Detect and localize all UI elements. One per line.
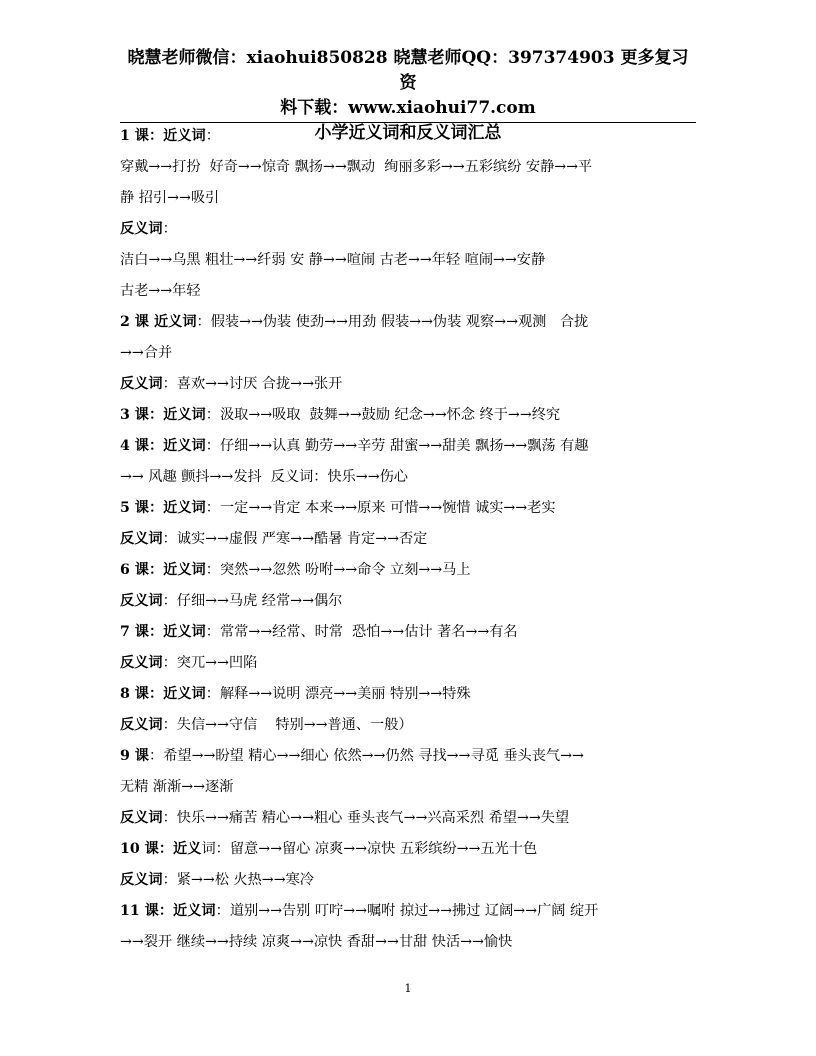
line-label: 反义词 <box>120 810 163 826</box>
line-text: ：快乐→→痛苦 精心→→粗心 垂头丧气→→兴高采烈 希望→→失望 <box>162 810 570 826</box>
text-line <box>120 431 700 462</box>
text-line <box>120 927 700 958</box>
line-text: →→ 风趣 颤抖→→发抖 反义词：快乐→→伤心 <box>120 469 408 485</box>
document-title: 小学近义词和反义词汇总 <box>314 123 502 143</box>
line-label: 9 课 <box>120 748 149 764</box>
text-line <box>120 214 700 245</box>
text-line <box>120 555 700 586</box>
text-line <box>120 834 700 865</box>
line-text: ：一定→→肯定 本来→→原来 可惜→→惋惜 诚实→→老实 <box>205 500 556 516</box>
text-line <box>120 493 700 524</box>
text-line <box>120 400 700 431</box>
text-line <box>120 710 700 741</box>
line-text: 古老→→年轻 <box>120 283 201 299</box>
text-line <box>120 121 700 152</box>
line-text: ：诚实→→虚假 严寒→→酷暑 肯定→→否定 <box>162 531 428 547</box>
line-text: ： <box>162 221 177 237</box>
line-label: 11 课：近义词 <box>120 903 216 919</box>
text-line <box>120 245 700 276</box>
line-text: →→合并 <box>120 345 173 361</box>
header-contact-line-2: 料下载：www.xiaohui77.com <box>280 98 536 118</box>
line-text: ：希望→→盼望 精心→→细心 依然→→仍然 寻找→→寻觅 垂头丧气→→ <box>149 748 584 764</box>
text-line <box>120 741 700 772</box>
text-line <box>120 307 700 338</box>
text-line <box>120 896 700 927</box>
line-text: 洁白→→乌黑 粗壮→→纤弱 安 静→→喧闹 古老→→年轻 喧闹→→安静 <box>120 252 546 268</box>
line-text: ：失信→→守信 特别→→普通、一般） <box>162 717 413 733</box>
line-text: ：常常→→经常、时常 恐怕→→估计 著名→→有名 <box>205 624 518 640</box>
line-label: 6 课：近义词 <box>120 562 206 578</box>
text-line <box>120 338 700 369</box>
text-line <box>120 369 700 400</box>
line-label: 5 课：近义词 <box>120 500 206 516</box>
line-text: ：解释→→说明 漂亮→→美丽 特别→→特殊 <box>205 686 471 702</box>
text-line <box>120 617 700 648</box>
line-label: 8 课：近义词 <box>120 686 206 702</box>
line-text: →→裂开 继续→→持续 凉爽→→凉快 香甜→→甘甜 快活→→愉快 <box>120 934 513 950</box>
line-label: 4 课：近义词 <box>120 438 206 454</box>
line-text: ：道别→→告别 叮咛→→嘱咐 掠过→→拂过 辽阔→→广阔 绽开 <box>215 903 599 919</box>
line-text: 词：留意→→留心 凉爽→→凉快 五彩缤纷→→五光十色 <box>201 841 538 857</box>
header-contact-line-1: 晓慧老师微信：xiaohui850828 晓慧老师QQ：397374903 更多复习资 <box>127 48 689 93</box>
line-label: 3 课：近义词 <box>120 407 206 423</box>
line-label: 反义词 <box>120 717 163 733</box>
text-line <box>120 586 700 617</box>
line-label: 反义词 <box>120 221 163 237</box>
line-text: ：仔细→→认真 勤劳→→辛劳 甜蜜→→甜美 飘扬→→飘荡 有趣 <box>205 438 589 454</box>
line-text: 静 招引→→吸引 <box>120 190 220 206</box>
line-label: 7 课：近义词 <box>120 624 206 640</box>
line-text: ：喜欢→→讨厌 合拢→→张开 <box>162 376 343 392</box>
text-line <box>120 524 700 555</box>
text-line <box>120 772 700 803</box>
line-label: 反义词 <box>120 593 163 609</box>
line-text: ：紧→→松 火热→→寒冷 <box>162 872 314 888</box>
text-line <box>120 276 700 307</box>
line-text: ：仔细→→马虎 经常→→偶尔 <box>162 593 343 609</box>
line-text: ： <box>205 128 220 144</box>
line-label: 10 课：近义 <box>120 841 202 857</box>
line-label: 反义词 <box>120 376 163 392</box>
line-label: 反义词 <box>120 655 163 671</box>
text-line <box>120 865 700 896</box>
text-line <box>120 803 700 834</box>
text-line <box>120 679 700 710</box>
line-text: ：汲取→→吸取 鼓舞→→鼓励 纪念→→怀念 终于→→终究 <box>205 407 561 423</box>
word-list <box>120 121 700 958</box>
line-label: 2 课 近义词 <box>120 314 197 330</box>
line-text: ：假装→→伪装 使劲→→用劲 假装→→伪装 观察→→观测 合拢 <box>196 314 589 330</box>
line-label: 1 课：近义词 <box>120 128 206 144</box>
text-line <box>120 462 700 493</box>
line-text: 穿戴→→打扮 好奇→→惊奇 飘扬→→飘动 绚丽多彩→→五彩缤纷 安静→→平 <box>120 159 593 175</box>
text-line <box>120 152 700 183</box>
line-text: 无精 渐渐→→逐渐 <box>120 779 234 795</box>
page-number: 1 <box>404 982 412 995</box>
line-text: ：突然→→忽然 吩咐→→命令 立刻→→马上 <box>205 562 471 578</box>
text-line <box>120 648 700 679</box>
text-line <box>120 183 700 214</box>
line-label: 反义词 <box>120 872 163 888</box>
line-text: ：突兀→→凹陷 <box>162 655 258 671</box>
line-label: 反义词 <box>120 531 163 547</box>
